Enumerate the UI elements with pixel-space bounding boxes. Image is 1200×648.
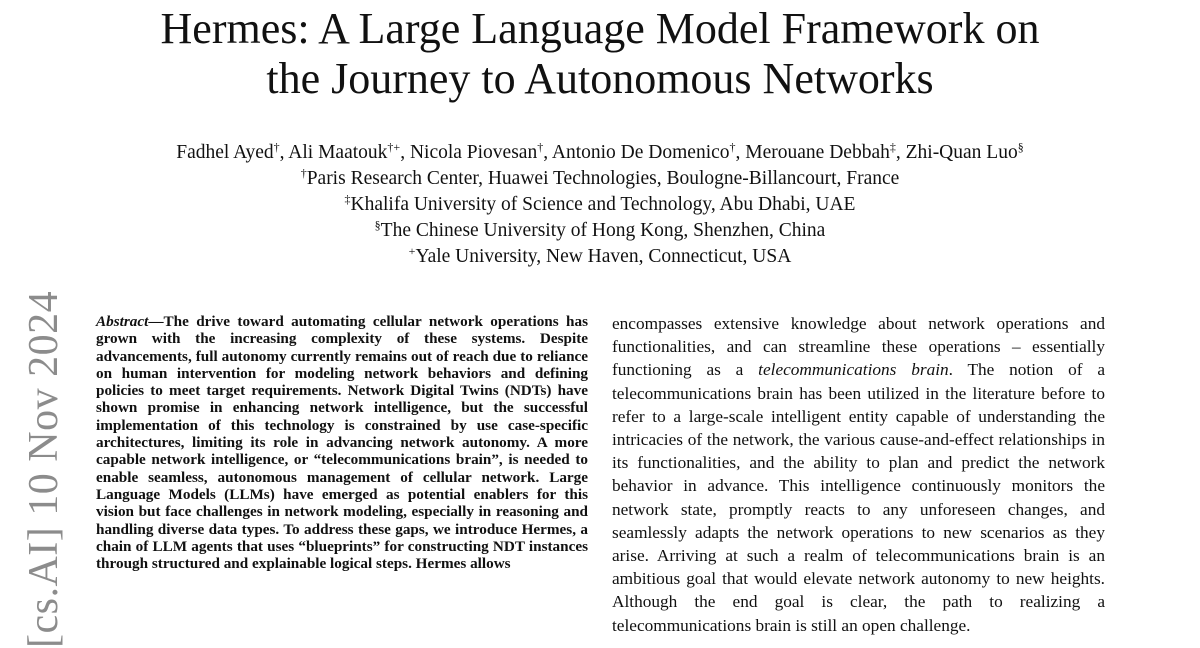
body-text: . The notion of a telecommunications brain has been utilized in the literature before to refer to a large-scale intelligent entity capable of understanding the intricacies of the network, the various cause-and-effect relationships in its functionalities, and the ability to plan and predict the network behavior in advance. This intelligence continuously monitors the network state, promptly reacts to any unforeseen changes, and seamlessly adapts the network operations to new scenarios as they arise. Arriving at such a realm of telecommunications brain is an ambitious goal that would elevate network autonomy to new heights. Although the end goal is clear, the path to realizing a telecommunications brain is still an open challenge.	[612, 360, 1105, 635]
author-separator: ,	[895, 142, 906, 163]
affiliation-line	[0, 218, 1200, 244]
author-mark: †+	[387, 140, 401, 154]
affiliation-text: Khalifa University of Science and Technology, Abu Dhabi, UAE	[350, 194, 856, 215]
affiliation-text: The Chinese University of Hong Kong, Shenzhen, China	[380, 220, 826, 241]
author-name: Nicola Piovesan	[409, 142, 538, 163]
affiliation-mark: ‡	[344, 192, 351, 206]
arxiv-identifier-stamp: [cs.AI] 10 Nov 2024	[21, 290, 67, 648]
author-separator: ,	[735, 142, 746, 163]
author-mark: †	[729, 140, 736, 154]
abstract-text: The drive toward automating cellular network operations has grown with the increasing complexity of these systems. Despite advancements, full autonomy currently remains out of reach due to reliance on human intervention for modeling network behaviors and defining policies to meet target requirements. Network Digital Twins (NDTs) have shown promise in enhancing network intelligence, but the successful implementation of this technology is constrained by use case-specific architectures, limiting its role in advancing network autonomy. A more capable network intelligence, or “telecommunications brain”, is needed to enable seamless, autonomous management of cellular network. Large Language Models (LLMs) have emerged as potential enablers for this vision but face challenges in network modeling, especially in reasoning and handling diverse data types. To address these gaps, we introduce Hermes, a chain of LLM agents that uses “blueprints” for constructing NDT instances through structured and explainable logical steps. Hermes allows	[96, 313, 588, 573]
author-separator: ,	[400, 142, 410, 163]
abstract-label: Abstract	[96, 313, 149, 330]
author-name: Antonio De Domenico	[551, 142, 730, 163]
author-mark: ‡	[889, 140, 896, 154]
affiliation-line	[0, 166, 1200, 192]
affiliation-line	[0, 192, 1200, 218]
affiliation-mark: +	[408, 244, 416, 258]
affiliation-text: Yale University, New Haven, Connecticut, USA	[415, 246, 792, 267]
author-mark: §	[1017, 140, 1024, 154]
author-separator: ,	[543, 142, 552, 163]
author-list	[0, 140, 1200, 166]
body-text: encompasses extensive knowledge about network operations and functionalities, and can streamline these operations – essentially functioning as a	[612, 314, 1105, 380]
title-line-2: the Journey to Autonomous Networks	[266, 54, 934, 103]
abstract-dash: —	[148, 313, 164, 330]
paper-title	[0, 4, 1200, 104]
author-block	[0, 140, 1200, 270]
emphasized-term: telecommunications brain	[758, 360, 949, 380]
author-mark: †	[537, 140, 544, 154]
affiliation-mark: †	[300, 166, 307, 180]
abstract	[96, 313, 588, 572]
author-mark: †	[273, 140, 280, 154]
author-name: Fadhel Ayed	[176, 142, 274, 163]
title-line-1: Hermes: A Large Language Model Framework on	[160, 4, 1040, 53]
author-name: Zhi-Quan Luo	[905, 142, 1018, 163]
affiliation-line	[0, 244, 1200, 270]
author-name: Merouane Debbah	[745, 142, 890, 163]
affiliation-text: Paris Research Center, Huawei Technologies, Boulogne-Billancourt, France	[306, 168, 900, 189]
body-column-right	[612, 312, 1105, 637]
affiliation-mark: §	[374, 218, 381, 232]
author-name: Ali Maatouk	[288, 142, 388, 163]
author-separator: ,	[279, 142, 289, 163]
